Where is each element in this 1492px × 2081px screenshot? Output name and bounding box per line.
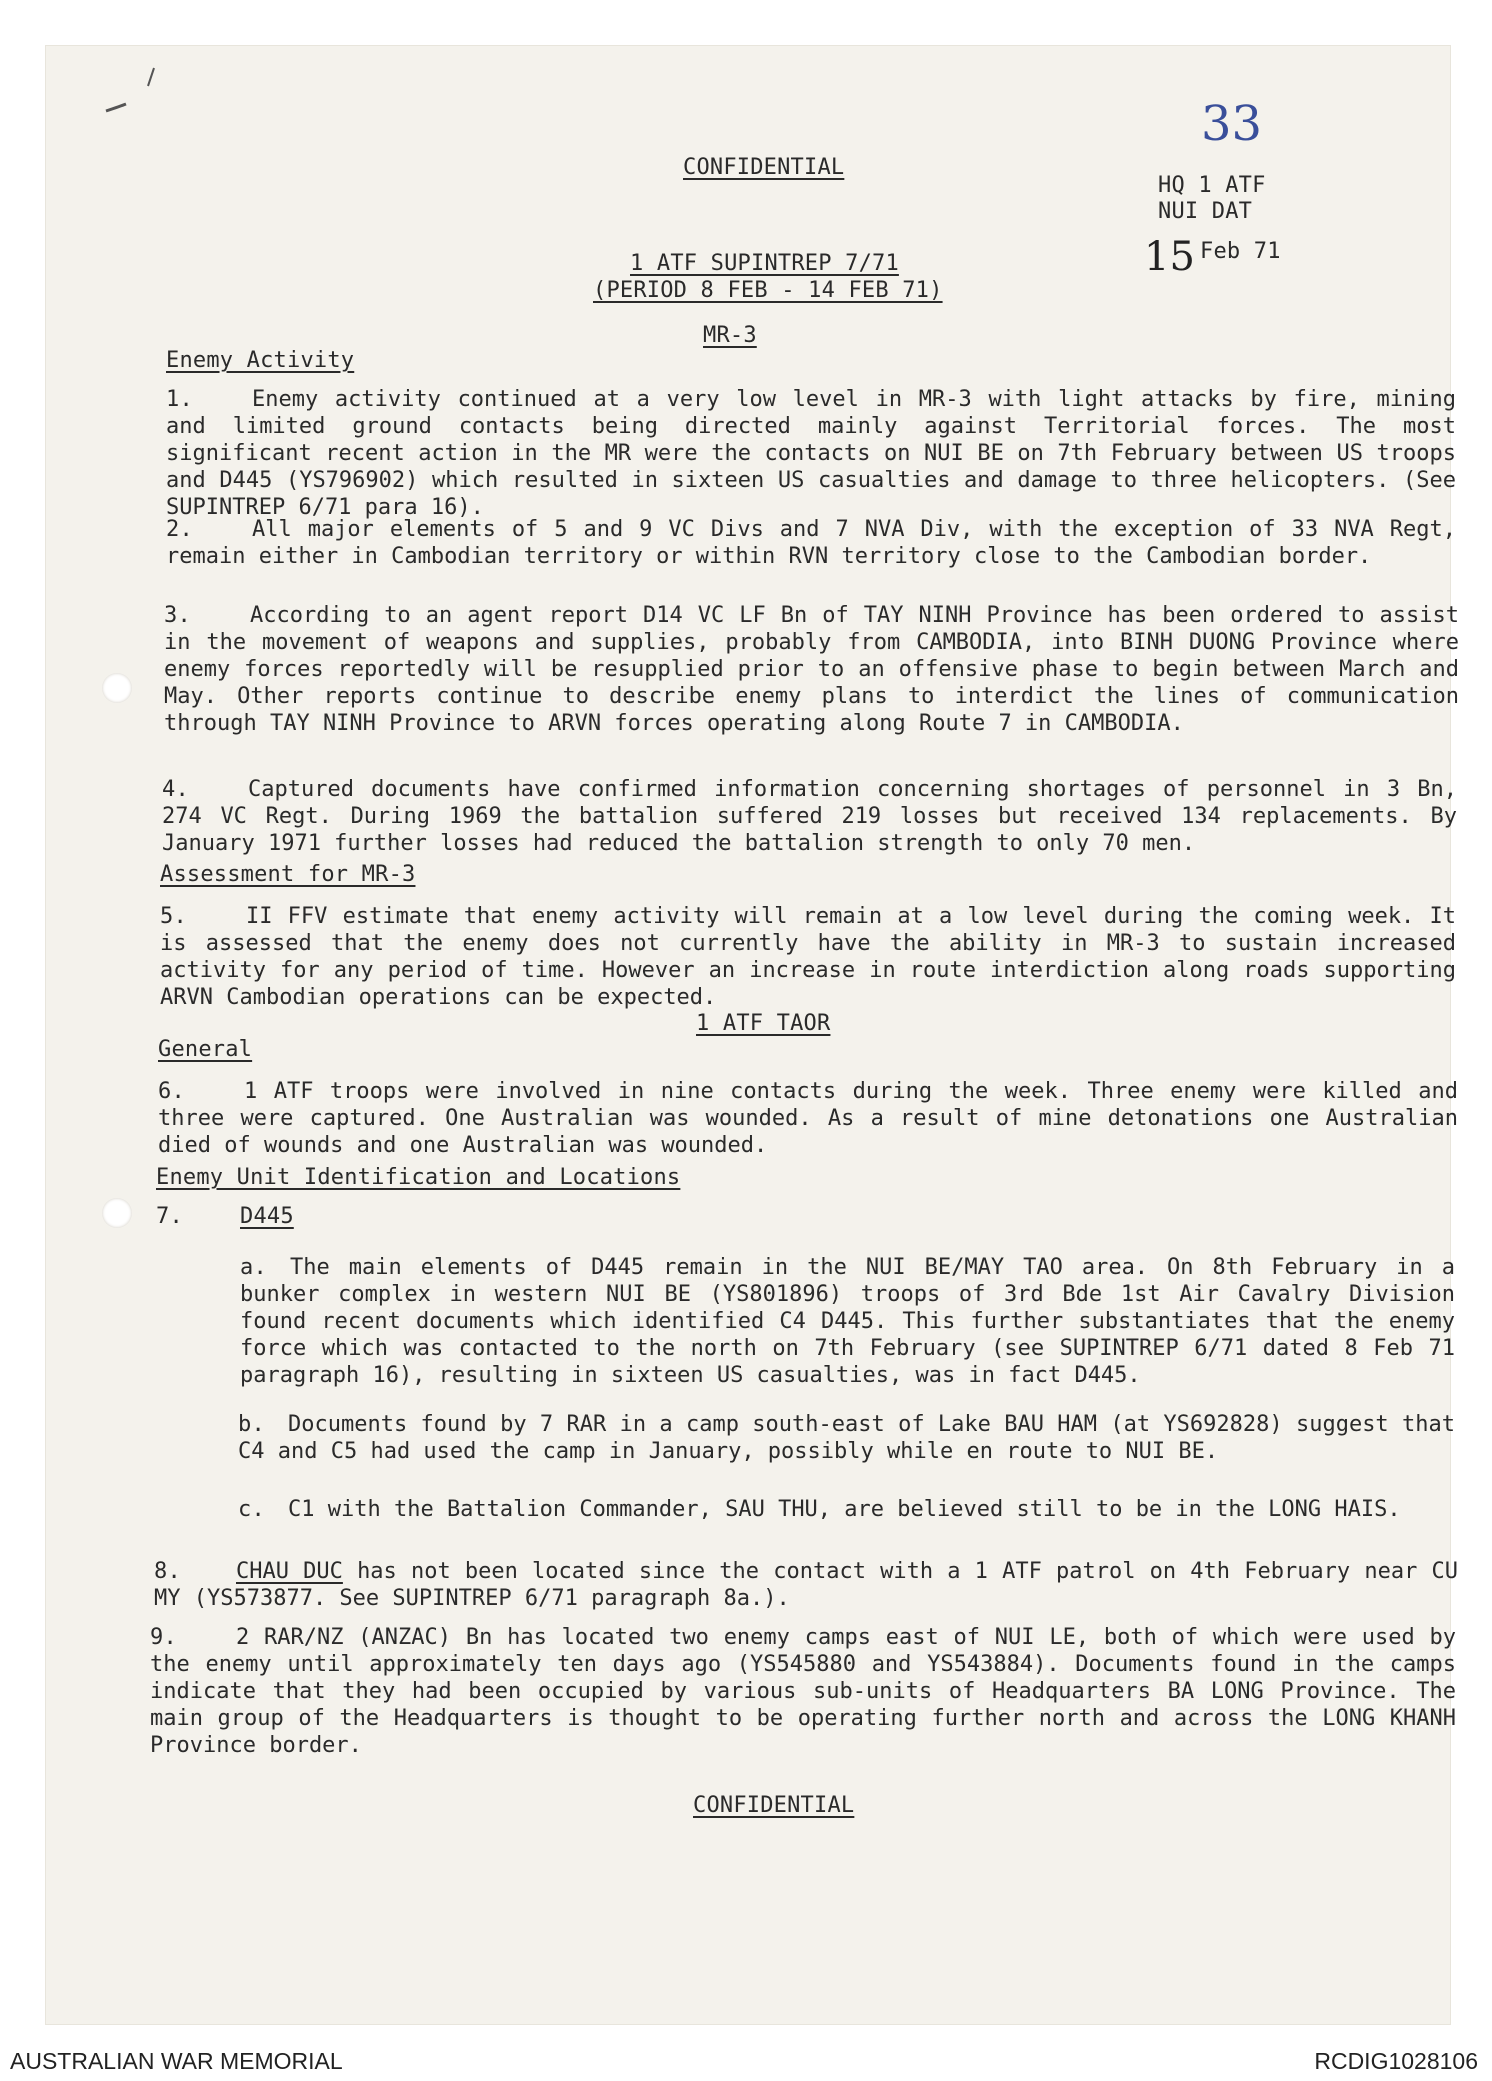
report-title: 1 ATF SUPINTREP 7/71: [630, 251, 899, 276]
tick-mark-icon: [96, 66, 156, 126]
para-number: 8.: [154, 1559, 181, 1584]
folio-number: 33: [1201, 96, 1263, 152]
para-number: 1.: [166, 387, 193, 412]
para-number: 2.: [166, 517, 193, 542]
para-number: 9.: [150, 1625, 177, 1650]
report-period: (PERIOD 8 FEB - 14 FEB 71): [593, 278, 943, 303]
unit-chau-duc: CHAU DUC: [236, 1559, 343, 1584]
para-8-text: has not been located since the contact with a 1 ATF patrol on 4th February near CU MY (YS573877. See SUPINTREP 6/71 paragraph 8a.).: [154, 1559, 1458, 1611]
para-number: 3.: [164, 603, 191, 628]
date-day-handwritten: 15: [1144, 234, 1195, 280]
heading-enemy-unit: Enemy Unit Identification and Locations: [156, 1165, 681, 1190]
heading-assessment-mr3: Assessment for MR-3: [160, 862, 416, 887]
heading-general: General: [158, 1037, 253, 1062]
date-rest: Feb 71: [1200, 239, 1281, 264]
reference-label: RCDIG1028106: [1314, 2048, 1478, 2074]
hq-line1: HQ 1 ATF: [1158, 173, 1266, 198]
classification-bottom: CONFIDENTIAL: [693, 1793, 855, 1818]
para-7b: Documents found by 7 RAR in a camp south-east of Lake BAU HAM (at YS692828) suggest that C4 and C5 had used the camp in January, possibly while en route to NUI BE.: [238, 1412, 1455, 1464]
punch-hole: [102, 673, 132, 703]
para-9: 2 RAR/NZ (ANZAC) Bn has located two enemy camps east of NUI LE, both of which were used by the enemy until approximately ten days ago (YS545880 and YS543884). Documents found in the camps indicate that they had been occupied by various sub-units of Headquarters BA LONG Province. The main group of the Headquarters is thought to be operating further north and across the LONG KHANH Province border.: [150, 1625, 1456, 1758]
classification-top: CONFIDENTIAL: [683, 155, 845, 180]
para-3: According to an agent report D14 VC LF Bn of TAY NINH Province has been ordered to assist in the movement of weapons and supplies, probably from CAMBODIA, into BINH DUONG Province where enemy forces reportedly will be resupplied prior to an offensive phase to begin between March and May. Other reports continue to describe enemy plans to interdict the lines of communication through TAY NINH Province to ARVN forces operating along Route 7 in CAMBODIA.: [164, 603, 1459, 736]
para-4: Captured documents have confirmed information concerning shortages of personnel in 3 Bn, 274 VC Regt. During 1969 the battalion suffered 219 losses but received 134 replacements. By January 1971 further losses had reduced the battalion strength to only 70 men.: [162, 777, 1457, 856]
para-7c: C1 with the Battalion Commander, SAU THU, are believed still to be in the LONG HAIS.: [288, 1497, 1401, 1522]
unit-heading-d445: D445: [240, 1204, 294, 1229]
subpara-label: a.: [240, 1255, 267, 1280]
para-2: All major elements of 5 and 9 VC Divs and 7 NVA Div, with the exception of 33 NVA Regt, remain either in Cambodian territory or within RVN territory close to the Cambodian border.: [166, 517, 1456, 569]
para-number: 5.: [160, 904, 187, 929]
section-1atf-taor: 1 ATF TAOR: [696, 1011, 831, 1036]
subpara-label: b.: [238, 1412, 265, 1437]
para-1: Enemy activity continued at a very low level in MR-3 with light attacks by fire, mining and limited ground contacts being directed mainly against Territorial forces. The most significant recent action in the MR were the contacts on NUI BE on 7th February between US troops and D445 (YS796902) which resulted in sixteen US casualties and damage to three helicopters. (See SUPINTREP 6/71 para 16).: [166, 387, 1456, 520]
heading-enemy-activity: Enemy Activity: [166, 348, 355, 373]
section-mr3: MR-3: [703, 323, 757, 348]
para-6: 1 ATF troops were involved in nine contacts during the week. Three enemy were killed and three were captured. One Australian was wounded. As a result of mine detonations one Australian died of wounds and one Australian was wounded.: [158, 1079, 1458, 1158]
para-8: [154, 1558, 1458, 1612]
para-number: 6.: [158, 1079, 185, 1104]
institution-label: AUSTRALIAN WAR MEMORIAL: [10, 2048, 343, 2074]
para-number: 4.: [162, 777, 189, 802]
para-number: 7.: [156, 1204, 183, 1229]
hq-line2: NUI DAT: [1158, 199, 1253, 224]
document-page: [46, 46, 1459, 2024]
punch-hole: [102, 1198, 132, 1228]
para-7a: The main elements of D445 remain in the NUI BE/MAY TAO area. On 8th February in a bunker complex in western NUI BE (YS801896) troops of 3rd Bde 1st Air Cavalry Division found recent documents which identified C4 D445. This further substantiates that the enemy force which was contacted to the north on 7th February (see SUPINTREP 6/71 dated 8 Feb 71 paragraph 16), resulting in sixteen US casualties, was in fact D445.: [240, 1255, 1455, 1388]
para-5: II FFV estimate that enemy activity will remain at a low level during the coming week. It is assessed that the enemy does not currently have the ability in MR-3 to sustain increased activity for any period of time. However an increase in route interdiction along roads supporting ARVN Cambodian operations can be expected.: [160, 904, 1456, 1010]
subpara-label: c.: [238, 1497, 265, 1522]
